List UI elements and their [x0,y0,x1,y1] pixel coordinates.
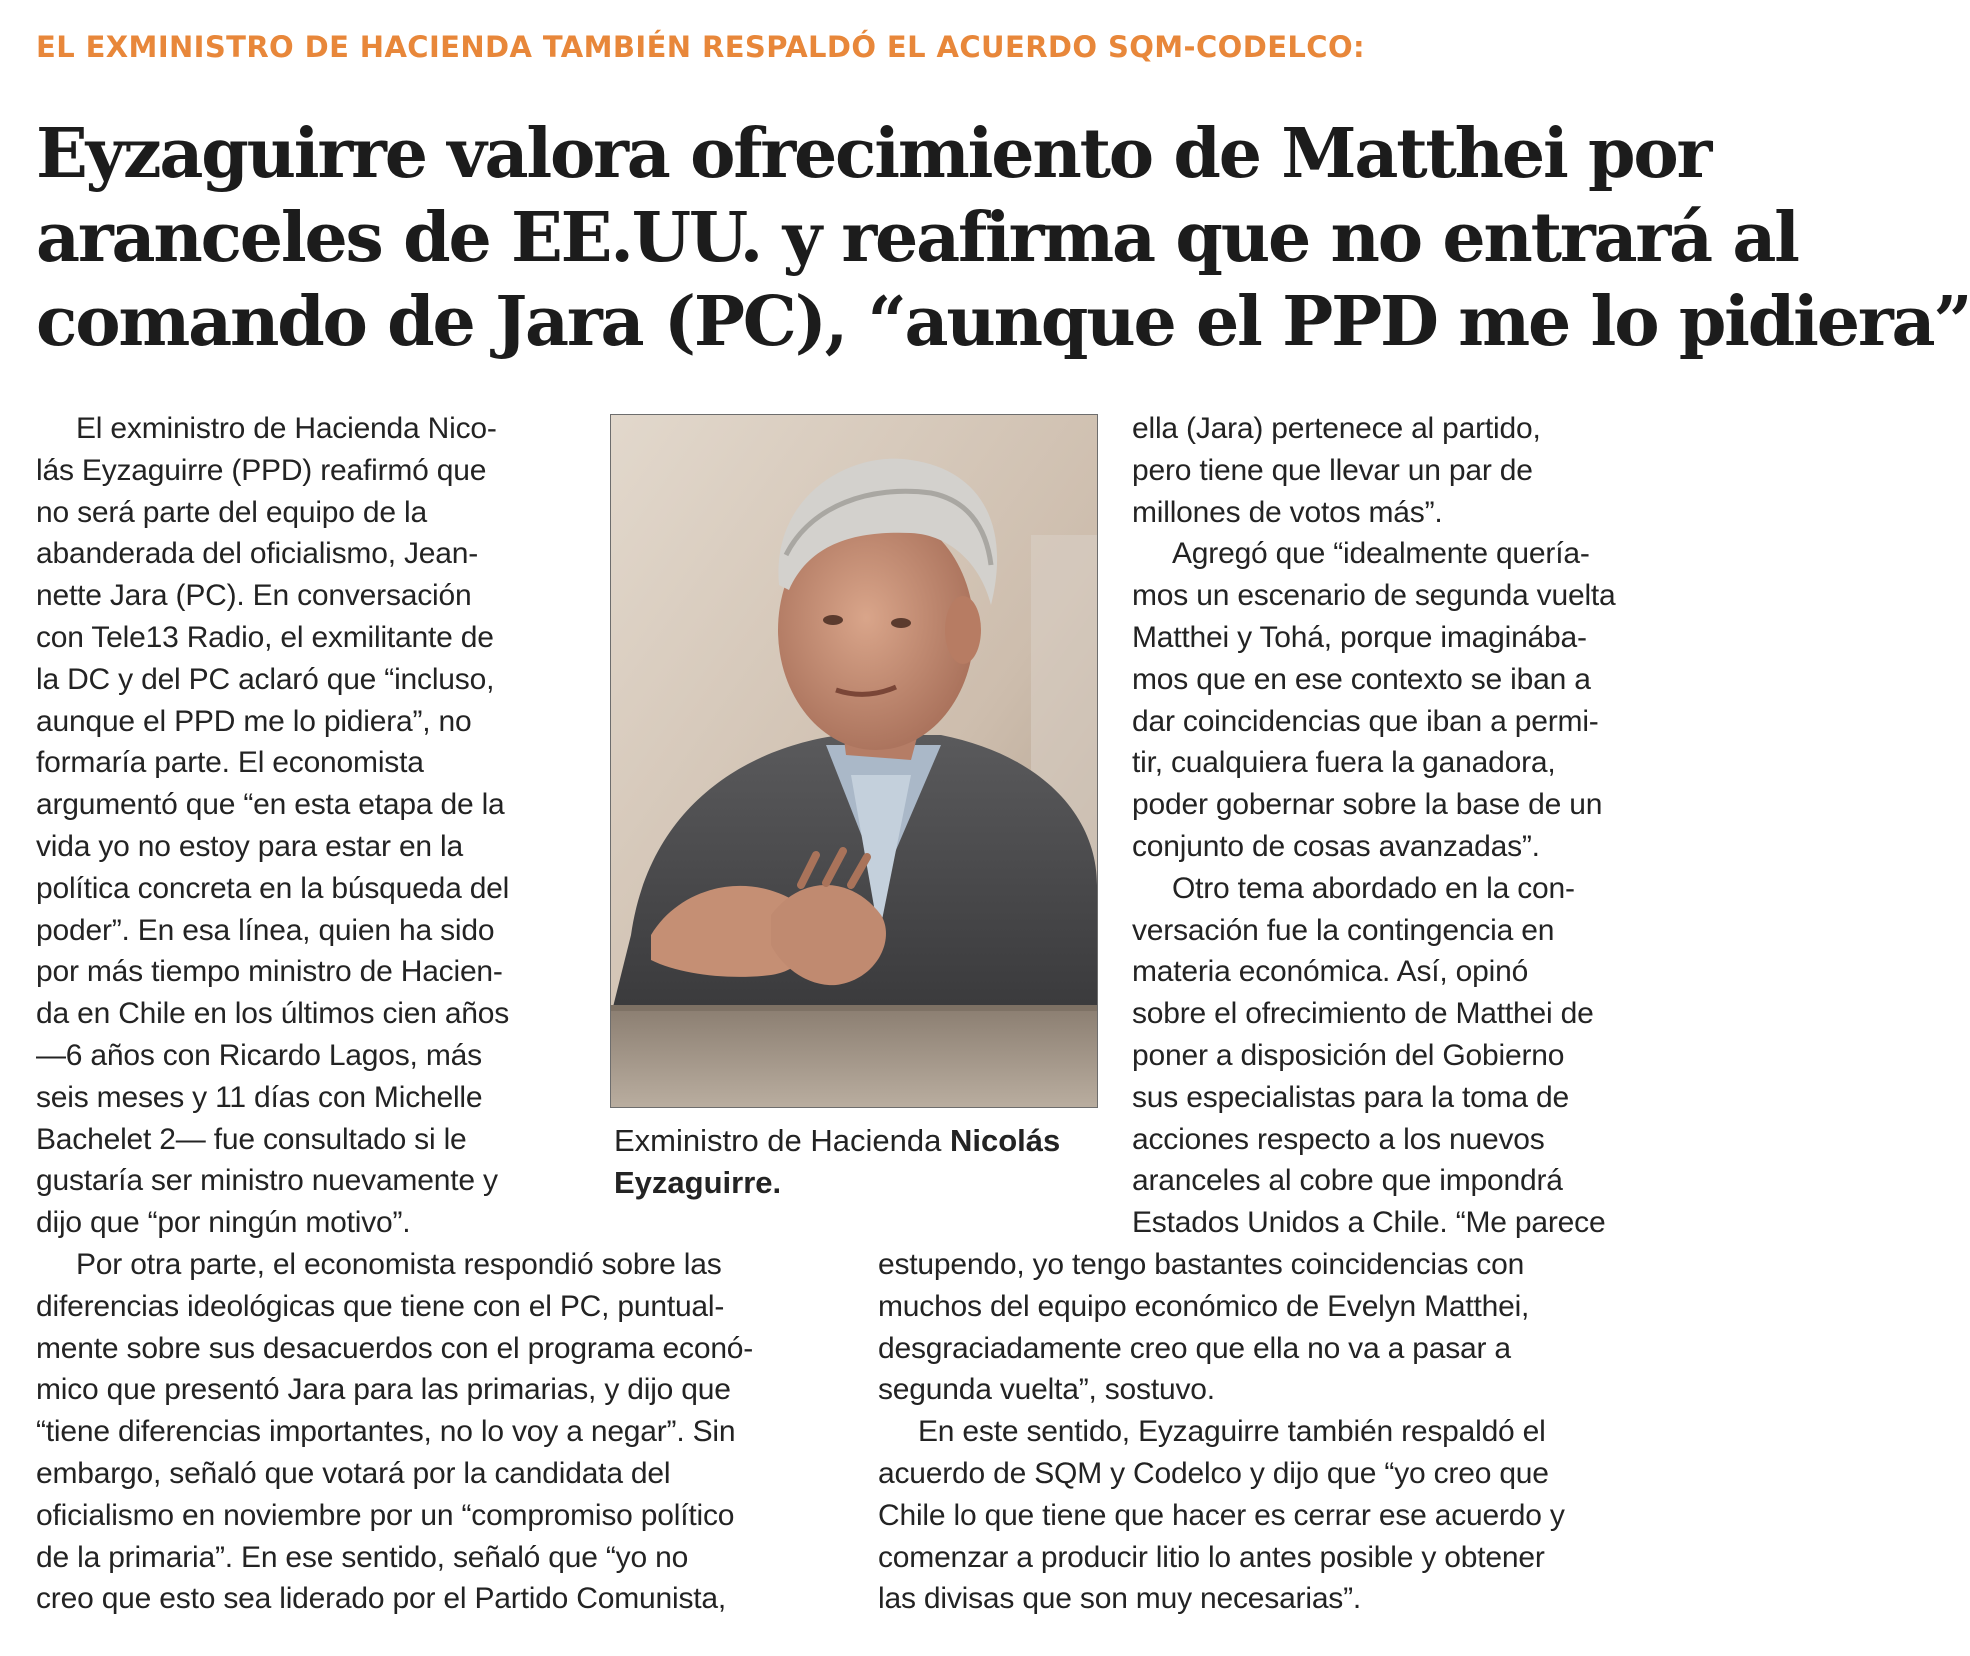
text-line: de la primaria”. En ese sentido, señaló que “yo no [36,1540,689,1574]
text-line: segunda vuelta”, sostuvo. [878,1373,1215,1407]
text-line: formaría parte. El economista [36,746,424,780]
text-line: sus especialistas para la toma de [1132,1080,1569,1114]
text-line: las divisas que son muy necesarias”. [878,1582,1362,1616]
text-line: “tiene diferencias importantes, no lo voy a negar”. Sin [36,1415,736,1449]
text-line: Bachelet 2— fue consultado si le [36,1122,467,1156]
text-line: con Tele13 Radio, el exmilitante de [36,620,494,654]
text-line: versación fue la contingencia en [1132,913,1555,947]
text-line: muchos del equipo económico de Evelyn Matthei, [878,1289,1530,1323]
text-line: Por otra parte, el economista respondió sobre las [76,1248,722,1281]
text-line: creo que esto sea liderado por el Partido Comunista, [36,1582,727,1616]
text-line: acciones respecto a los nuevos [1132,1122,1545,1156]
portrait-photo [610,414,1098,1108]
text-line: En este sentido, Eyzaguirre también respaldó el [918,1415,1546,1449]
text-line: acuerdo de SQM y Codelco y dijo que “yo creo que [878,1456,1549,1490]
text-line: seis meses y 11 días con Michelle [36,1080,483,1114]
text-line: mente sobre sus desacuerdos con el programa econó- [36,1331,754,1365]
text-line: lás Eyzaguirre (PPD) reafirmó que [36,453,487,487]
text-line: dar coincidencias que iban a permi- [1132,704,1599,738]
text-line: poder gobernar sobre la base de un [1132,788,1603,822]
caption-name-last: Eyzaguirre. [614,1165,782,1200]
text-line: da en Chile en los últimos cien años [36,997,510,1031]
text-line: mos que en ese contexto se iban a [1132,662,1591,696]
column-3 [1132,408,1692,1244]
headline-line: Eyzaguirre valora ofrecimiento de Matthei por [36,114,1711,194]
text-line: no será parte del equipo de la [36,495,427,529]
paragraph-3 [1132,408,1692,533]
paragraph-2 [36,1244,856,1620]
caption-line-1 [614,1120,1060,1162]
text-line: poder”. En esa línea, quien ha sido [36,913,495,947]
paragraph-6 [878,1244,1678,1411]
text-line: sobre el ofrecimiento de Matthei de [1132,997,1594,1031]
text-line: argumentó que “en esta etapa de la [36,788,505,822]
text-line: materia económica. Así, opinó [1132,955,1529,989]
text-line: vida yo no estoy para estar en la [36,829,463,863]
text-line: conjunto de cosas avanzadas”. [1132,829,1540,863]
paragraph-7 [878,1411,1678,1620]
text-line: nette Jara (PC). En conversación [36,579,472,613]
text-line: Chile lo que tiene que hacer es cerrar ese acuerdo y [878,1498,1565,1532]
caption-prefix: Exministro de Hacienda [614,1123,950,1158]
headline-line: comando de Jara (PC), “aunque el PPD me lo pidiera” [36,282,1970,362]
paragraph-1 [36,408,596,1244]
text-line: gustaría ser ministro nuevamente y [36,1164,498,1198]
kicker: EL EXMINISTRO DE HACIENDA TAMBIÉN RESPALDÓ EL ACUERDO SQM-CODELCO: [36,30,1366,64]
text-line: Otro tema abordado en la con- [1172,871,1575,905]
headline-line: aranceles de EE.UU. y reafirma que no entrará al [36,198,1798,278]
text-line: mico que presentó Jara para las primarias, y dijo que [36,1373,731,1407]
text-line: Estados Unidos a Chile. “Me parece [1132,1206,1606,1240]
text-line: Agregó que “idealmente quería- [1172,537,1590,571]
photo-caption [614,1120,1060,1204]
text-line: desgraciadamente creo que ella no va a pasar a [878,1331,1511,1365]
column-3-lower [878,1244,1678,1620]
text-line: pero tiene que llevar un par de [1132,453,1533,487]
text-line: oficialismo en noviembre por un “compromiso político [36,1498,735,1532]
text-line: diferencias ideológicas que tiene con el PC, puntual- [36,1289,725,1323]
text-line: estupendo, yo tengo bastantes coincidencias con [878,1248,1525,1281]
text-line: aunque el PPD me lo pidiera”, no [36,704,472,738]
text-line: comenzar a producir litio lo antes posible y obtener [878,1540,1545,1574]
text-line: abanderada del oficialismo, Jean- [36,537,479,571]
caption-name-first: Nicolás [950,1123,1061,1158]
text-line: mos un escenario de segunda vuelta [1132,579,1616,613]
text-line: tir, cualquiera fuera la ganadora, [1132,746,1556,780]
text-line: poner a disposición del Gobierno [1132,1038,1565,1072]
portrait-icon [611,415,1097,1107]
text-line: embargo, señaló que votará por la candidata del [36,1456,671,1490]
text-line: millones de votos más”. [1132,495,1443,529]
paragraph-5 [1132,868,1692,1244]
paragraph-4 [1132,533,1692,867]
text-line: —6 años con Ricardo Lagos, más [36,1038,482,1072]
text-line: aranceles al cobre que impondrá [1132,1164,1563,1198]
text-line: El exministro de Hacienda Nico- [76,412,497,445]
headline [36,112,1970,364]
text-line: la DC y del PC aclaró que “incluso, [36,662,495,696]
text-line: dijo que “por ningún motivo”. [36,1206,411,1240]
text-line: ella (Jara) pertenece al partido, [1132,412,1541,445]
caption-line-2 [614,1162,1060,1204]
text-line: Matthei y Tohá, porque imaginába- [1132,620,1587,654]
column-1-lower [36,1244,856,1620]
text-line: política concreta en la búsqueda del [36,871,510,905]
text-line: por más tiempo ministro de Hacien- [36,955,503,989]
column-1 [36,408,596,1244]
